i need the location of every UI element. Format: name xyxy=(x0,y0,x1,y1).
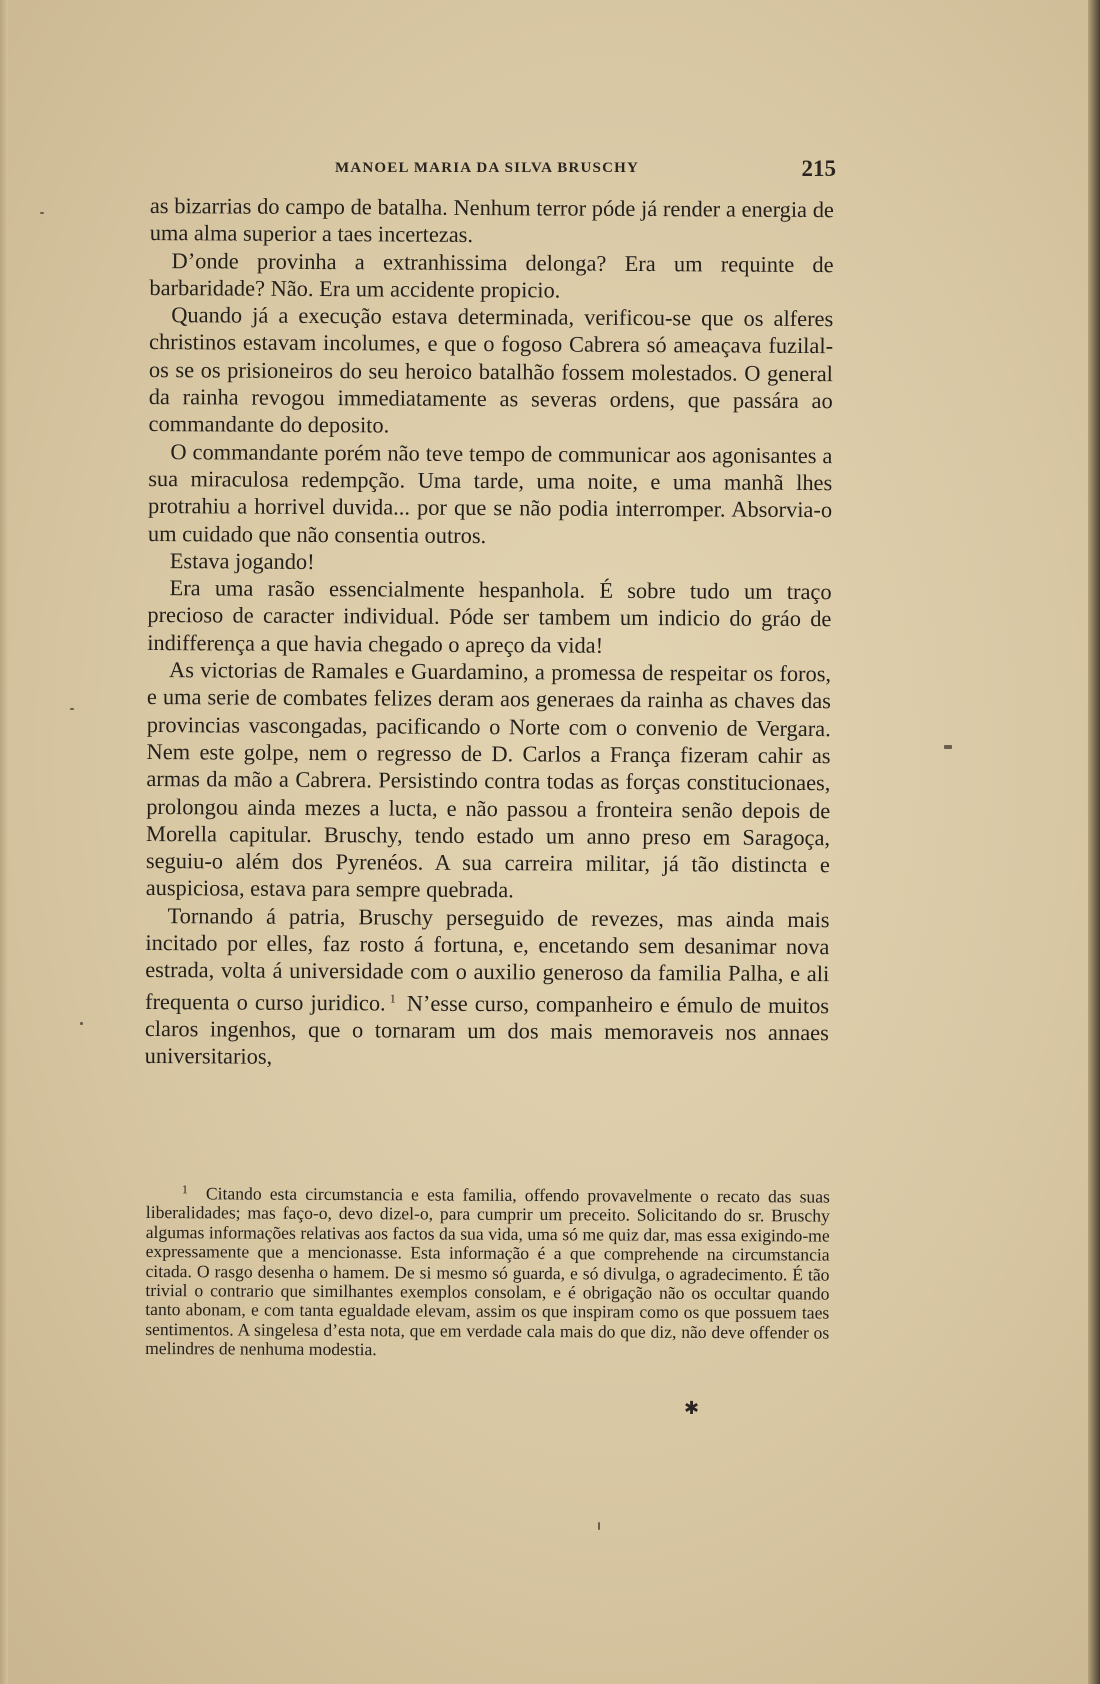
page-left-edge xyxy=(0,0,8,1684)
footnote-area xyxy=(145,1180,830,1362)
paper-speck xyxy=(70,708,74,710)
paper-speck xyxy=(40,212,44,214)
footnote-reference: 1 xyxy=(389,991,396,1006)
paragraph: As victorias de Ramales e Guardamino, a promessa de respeitar os foros, e uma serie de combates felizes deram aos generaes da rainha as chaves das provincias vascongadas, pacificando o Norte com o convenio de Vergara. Nem este golpe, nem o regresso de D. Carlos a França fizeram cahir as armas da mão a Cabrera. Persistindo contra todas as forças constitucionaes, prolongou ainda mezes a lucta, e não passou a fronteira senão depois de Morella capitular. Bruschy, tendo estado um anno preso em Saragoça, seguiu-o além dos Pyrenéos. A sua carreira militar, já tão distincta e auspiciosa, estava para sempre quebrada. xyxy=(145,657,832,903)
paper-speck xyxy=(80,1022,83,1025)
footnote-marker: 1 xyxy=(181,1182,188,1197)
paragraph: O commandante porém não teve tempo de communicar aos agonisantes a sua miraculosa redempção. Uma tarde, uma noite, e uma manhã lhes protrahiu a horrivel duvida... por que se não podia interromper. Absorvia-o um cuidado que não consentia outros. xyxy=(147,438,833,548)
paragraph: as bizarrias do campo de batalha. Nenhum terror póde já render a energia de uma alma superior a taes incertezas. xyxy=(149,192,834,248)
paragraph xyxy=(145,902,830,1074)
paper-speck xyxy=(598,1522,600,1530)
paper-speck xyxy=(944,745,952,749)
paragraph: Era uma rasão essencialmente hespanhola. É sobre tudo um traço precioso de caracter individual. Póde ser tambem um indicio do gráo de indifferença a que havia chegado o apreço da vida! xyxy=(147,575,832,658)
paragraph: D’onde provinha a extranhissima delonga? Era um requinte de barbaridade? Não. Era um accidente propicio. xyxy=(149,247,834,303)
paragraph: Estava jogando! xyxy=(169,547,315,574)
running-head: MANOEL MARIA DA SILVA BRUSCHY xyxy=(335,160,640,176)
page-binding-edge xyxy=(1088,0,1100,1684)
page-number: 215 xyxy=(801,156,836,181)
page-header xyxy=(150,156,840,186)
paragraph-text: Tornando á patria, Bruschy perseguido de revezes, mas ainda mais incitado por elles, faz rosto á fortuna, e, encetando sem desanimar nova estrada, volta á universidade com o auxilio generoso da familia Palha, e ali frequenta o curso juridico. xyxy=(144,902,830,1016)
footnote xyxy=(145,1180,830,1362)
ornament-asterisk: ✱ xyxy=(684,1398,700,1419)
body-text xyxy=(145,192,834,1074)
footnote-text: Citando esta circumstancia e esta familia, offendo provavelmente o recato das suas liberalidades; mas faço-o, devo dizel-o, para cumprir um preceito. Solicitando do sr. Bruschy algumas informações relativas aos factos da sua vida, uma só me quiz dar, mas essa exigindo-me expressamente que a mencionasse. Esta informação é a que comprehende na circumstancia citada. O rasgo desenha o hamem. De si mesmo só guarda, e só divulga, o agradecimento. É tão trivial o contrario que similhantes exemplos consolam, e é obrigação não os occultar quando tanto abonam, e com tanta egualdade elevam, assim os que inspiram como os que possuem taes sentimentos. A singelesa d’esta nota, que em verdade cala mais do que diz, não deve offender os melindres de nenhuma modestia. xyxy=(145,1183,830,1360)
paragraph: Quando já a execução estava determinada, verificou-se que os alferes christinos estavam incolumes, e que o fogoso Cabrera só ameaçava fuzilal-os se os prisioneiros do seu heroico batalhão fossem molestados. O general da rainha revogou immediatamente as severas ordens, que passára ao commandante do deposito. xyxy=(148,302,834,438)
paragraph-text: N’esse curso, companheiro e émulo de muitos claros ingenhos, que o tornaram um dos mais memoraveis nos annaes universitarios, xyxy=(144,990,830,1069)
